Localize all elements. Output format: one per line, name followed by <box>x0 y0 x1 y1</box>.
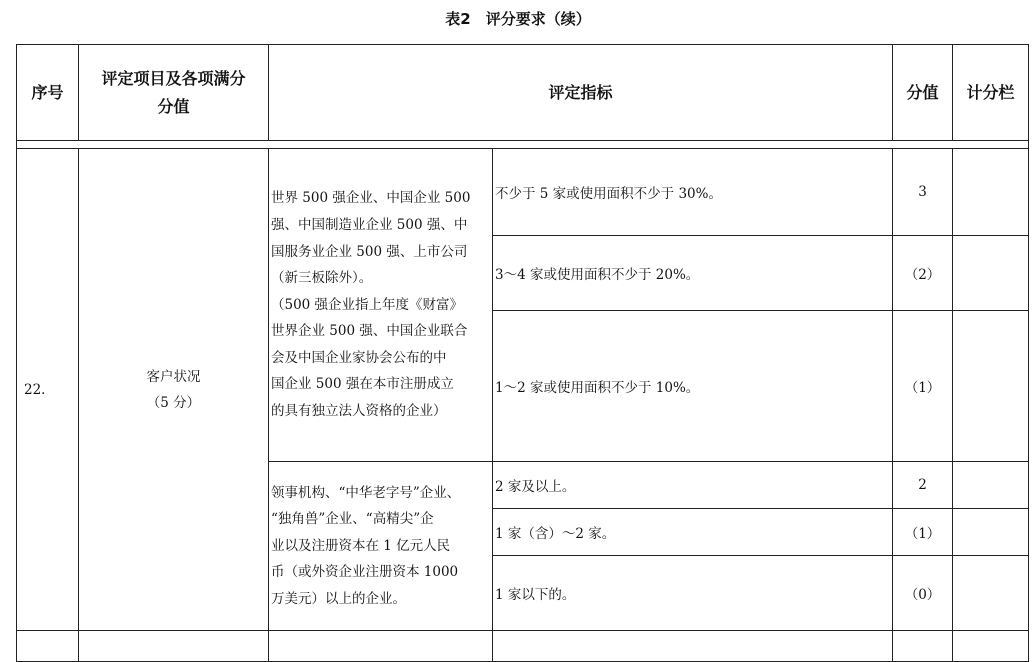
spacer-cell <box>17 141 1029 149</box>
tally-cell <box>953 149 1029 236</box>
criterion-text: 不少于 5 家或使用面积不少于 30%。 <box>493 149 893 236</box>
criterion-score: （1） <box>893 509 953 556</box>
tally-cell <box>953 556 1029 631</box>
criterion-text: 1 家以下的。 <box>493 556 893 631</box>
table-caption: 表2 评分要求（续） <box>445 10 591 28</box>
group1-line: 强、中国制造业企业 500 强、中 <box>271 216 468 233</box>
group1-line: 世界 500 强企业、中国企业 500 <box>271 190 471 207</box>
header-indicator: 评定指标 <box>269 45 893 141</box>
scoring-table <box>16 44 1029 662</box>
group1-line: （新三板除外）。 <box>271 270 373 287</box>
table-row-cutoff <box>17 631 1029 662</box>
group1-line: 世界企业 500 强、中国企业联合 <box>271 323 468 340</box>
empty-cell <box>953 631 1029 662</box>
tally-cell <box>953 236 1029 311</box>
row-item <box>79 149 269 631</box>
criterion-text: 1 家（含）～2 家。 <box>493 509 893 556</box>
group2-line: 万美元）以上的企业。 <box>271 590 406 607</box>
group1-line: 国企业 500 强在本市注册成立 <box>271 376 454 393</box>
empty-cell <box>17 631 79 662</box>
group1-line: 国服务业企业 500 强、上市公司 <box>271 243 468 260</box>
header-tally: 计分栏 <box>953 45 1029 141</box>
empty-cell <box>269 631 493 662</box>
criterion-score: （0） <box>893 556 953 631</box>
empty-cell <box>493 631 893 662</box>
group2-line: “独角兽”企业、“高精尖”企 <box>271 511 434 528</box>
group1-line: 会及中国企业家协会公布的中 <box>271 349 447 366</box>
header-item <box>79 45 269 141</box>
row-seq: 22. <box>17 149 79 631</box>
group2-line: 领事机构、“中华老字号”企业、 <box>271 484 461 501</box>
empty-cell <box>79 631 269 662</box>
group1-line: 的具有独立法人资格的企业） <box>271 403 447 420</box>
table-row <box>17 149 1029 236</box>
header-score: 分值 <box>893 45 953 141</box>
criterion-score: 3 <box>893 149 953 236</box>
group-description-1 <box>269 149 493 462</box>
header-seq: 序号 <box>17 45 79 141</box>
header-item-line1: 评定项目及各项满分 <box>101 68 246 88</box>
tally-cell <box>953 509 1029 556</box>
empty-cell <box>893 631 953 662</box>
criterion-text: 2 家及以上。 <box>493 462 893 509</box>
tally-cell <box>953 462 1029 509</box>
criterion-score: （2） <box>893 236 953 311</box>
group1-line: （500 强企业指上年度《财富》 <box>271 296 464 313</box>
criterion-score: 2 <box>893 462 953 509</box>
row-item-points: （5 分） <box>146 394 201 411</box>
criterion-score: （1） <box>893 311 953 462</box>
group2-line: 币（或外资企业注册资本 1000 <box>271 564 459 581</box>
row-item-name: 客户状况 <box>146 368 201 385</box>
criterion-text: 1～2 家或使用面积不少于 10%。 <box>493 311 893 462</box>
tally-cell <box>953 311 1029 462</box>
group-description-2 <box>269 462 493 631</box>
header-item-line2: 分值 <box>157 96 190 116</box>
spacer-row <box>17 141 1029 149</box>
group2-line: 业以及注册资本在 1 亿元人民 <box>271 537 451 554</box>
criterion-text: 3～4 家或使用面积不少于 20%。 <box>493 236 893 311</box>
header-row <box>17 45 1029 141</box>
